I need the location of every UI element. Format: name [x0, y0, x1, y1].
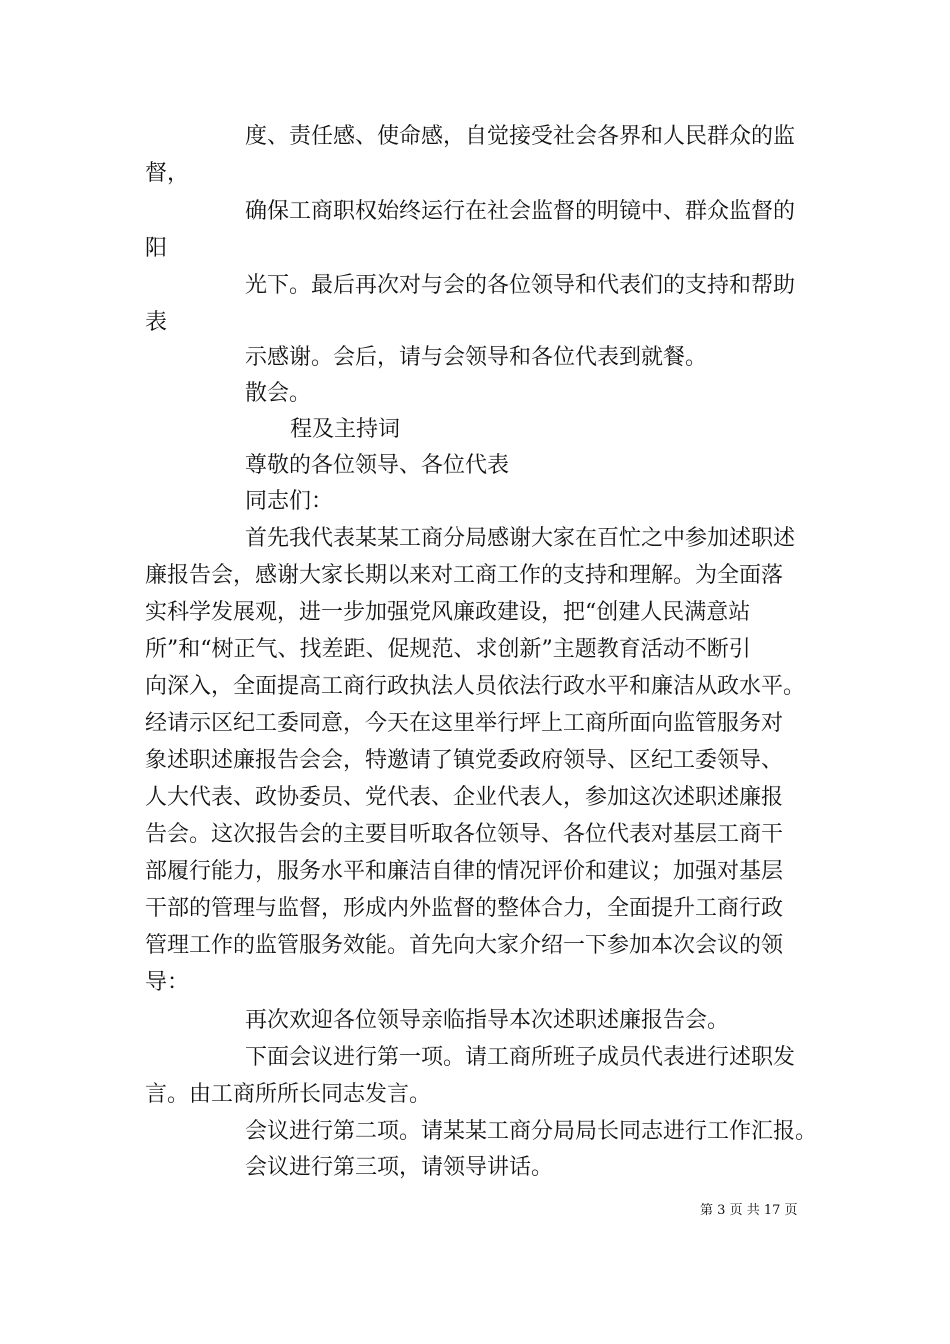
footer-prefix: 第 — [700, 1203, 714, 1218]
text-line: 首先我代表某某工商分局感谢大家在百忙之中参加述职述 — [245, 526, 796, 551]
section-title: 程及主持词 — [290, 417, 401, 442]
text-line: 督， — [145, 161, 190, 186]
text-line: 度、责任感、使命感，自觉接受社会各界和人民群众的监 — [245, 124, 796, 149]
text-line: 下面会议进行第一项。请工商所班子成员代表进行述职发 — [245, 1045, 796, 1070]
text-line: 部履行能力，服务水平和廉洁自律的情况评价和建议；加强对基层 — [145, 859, 784, 884]
text-line: 干部的管理与监督，形成内外监督的整体合力，全面提升工商行政 — [145, 896, 784, 921]
text-line: 告会。这次报告会的主要目听取各位领导、各位代表对基层工商干 — [145, 822, 784, 847]
footer-suffix: 页 — [784, 1203, 798, 1218]
text-line: 会议进行第三项，请领导讲话。 — [245, 1155, 554, 1180]
text-line: 管理工作的监管服务效能。首先向大家介绍一下参加本次会议的领 — [145, 933, 784, 958]
text-line: 所”和“树正气、找差距、促规范、求创新”主题教育活动不断引 — [145, 637, 751, 662]
text-line: 导： — [145, 970, 190, 995]
text-line: 廉报告会，感谢大家长期以来对工商工作的支持和理解。为全面落 — [145, 563, 784, 588]
text-line: 示感谢。会后，请与会领导和各位代表到就餐。 — [245, 345, 708, 370]
salutation: 同志们： — [245, 489, 334, 514]
text-line: 再次欢迎各位领导亲临指导本次述职述廉报告会。 — [245, 1008, 730, 1033]
text-line: 表 — [145, 310, 168, 335]
text-line: 经请示区纪工委同意，今天在这里举行坪上工商所面向监管服务对 — [145, 711, 784, 736]
text-line: 会议进行第二项。请某某工商分局局长同志进行工作汇报。 — [245, 1119, 818, 1144]
text-line: 向深入，全面提高工商行政执法人员依法行政水平和廉洁从政水平。 — [145, 674, 806, 699]
salutation: 尊敬的各位领导、各位代表 — [245, 453, 510, 478]
text-line: 言。由工商所所长同志发言。 — [145, 1082, 432, 1107]
text-line: 阳 — [145, 236, 168, 261]
footer-middle: 页 共 — [729, 1203, 760, 1218]
text-line: 象述职述廉报告会会，特邀请了镇党委政府领导、区纪工委领导、 — [145, 748, 784, 773]
text-line: 确保工商职权始终运行在社会监督的明镜中、群众监督的 — [245, 199, 796, 224]
page-number-footer — [700, 1201, 820, 1221]
text-line: 散会。 — [245, 381, 312, 406]
text-line: 实科学发展观，进一步加强党风廉政建设，把“创建人民满意站 — [145, 600, 751, 625]
text-line: 人大代表、政协委员、党代表、企业代表人，参加这次述职述廉报 — [145, 785, 784, 810]
footer-total-pages: 17 — [763, 1203, 781, 1218]
text-line: 光下。最后再次对与会的各位领导和代表们的支持和帮助 — [245, 273, 796, 298]
footer-current-page: 3 — [717, 1203, 726, 1218]
